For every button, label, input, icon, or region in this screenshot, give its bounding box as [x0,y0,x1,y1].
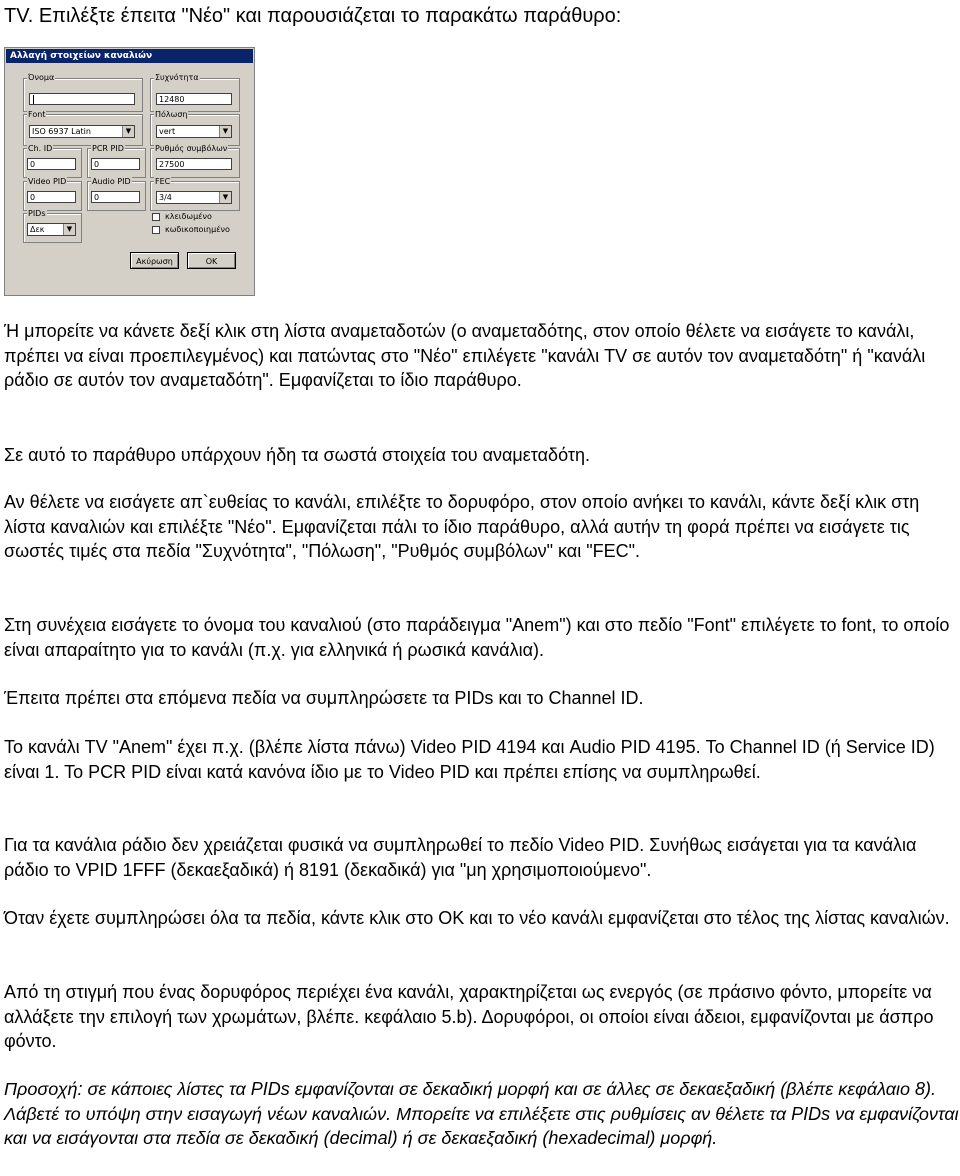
pids-label: PIDs [28,209,46,218]
pids-select-value: Δεκ [30,225,45,234]
polarity-select-value: vert [159,127,176,136]
pcr-input[interactable]: 0 [91,158,140,170]
page-heading: TV. Επιλέξτε έπειτα "Νέο" και παρουσιάζεται το παρακάτω παράθυρο: [4,5,622,27]
chid-label: Ch. ID [28,144,53,153]
chevron-down-icon[interactable]: ▼ [219,192,231,203]
frequency-input[interactable]: 12480 [156,93,232,105]
fec-label: FEC [155,177,171,186]
audio-pid-label: Audio PID [92,177,131,186]
dialog-title: Αλλαγή στοιχείων καναλιών [6,49,253,63]
pcr-label: PCR PID [92,144,124,153]
symrate-label: Ρυθμός συμβόλων [155,144,228,153]
encrypted-checkbox-label: κωδικοποιημένο [165,225,230,234]
text-cursor [33,95,34,104]
paragraph-radio-channels: Για τα κανάλια ράδιο δεν χρειάζεται φυσικά να συμπληρωθεί το πεδίο Video PID. Συνήθως εισάγεται για τα κανάλια ράδιο το VPID 1FFF (δεκαεξαδικά) ή 8191 (δεκαδικά) για "μη χρησιμοποιούμενο". [4,835,917,880]
fec-select-value: 3/4 [159,193,172,202]
font-label: Font [28,110,46,119]
chevron-down-icon[interactable]: ▼ [122,126,134,137]
video-pid-label: Video PID [28,177,67,186]
audio-pid-input[interactable]: 0 [91,191,140,203]
frequency-label: Συχνότητα [155,73,199,82]
font-select[interactable] [29,125,135,138]
pids-select[interactable] [27,223,76,236]
video-pid-input[interactable]: 0 [27,191,76,203]
polarity-label: Πόλωση [155,110,188,119]
cancel-button[interactable]: Ακύρωση [130,252,179,269]
chevron-down-icon[interactable]: ▼ [219,126,231,137]
paragraph-attention-note: Προσοχή: σε κάποιες λίστες τα PIDs εμφανίζονται σε δεκαδική μορφή και σε άλλες σε δεκαεξαδική (βλέπε κεφάλαιο 8). Λάβετέ το υπόψη στην εισαγωγή νέων καναλιών. Μπορείτε να επιλέξετε στις ρυθμίσεις αν θέλετε τα PIDs να εμφανίζονται και να εισάγονται στα πεδία σε δεκαδική (decimal) ή σε δεκαεξαδική (hexadecimal) μορφή. [4,1079,959,1148]
polarity-select[interactable] [156,125,232,138]
font-select-value: ISO 6937 Latin [32,127,91,136]
chevron-down-icon[interactable]: ▼ [63,224,75,235]
paragraph-transponder-data: Σε αυτό το παράθυρο υπάρχουν ήδη τα σωστά στοιχεία του αναμεταδότη. [4,445,590,465]
paragraph-pids: Έπειτα πρέπει στα επόμενα πεδία να συμπληρώσετε τα PIDs και το Channel ID. [4,688,644,708]
paragraph-direct-insert: Αν θέλετε να εισάγετε απ`ευθείας το κανάλι, επιλέξτε το δορυφόρο, στον οποίο ανήκει το κανάλι, κάντε δεξί κλικ στη λίστα καναλιών και επιλέξτε "Νέο". Εμφανίζεται πάλι το ίδιο παράθυρο, αλλά αυτήν τη φορά πρέπει να εισάγετε τις σωστές τιμές στα πεδία "Συχνότητα", "Πόλωση", "Ρυθμός συμβόλων" και "FEC". [4,492,920,561]
paragraph-satellite-active: Από τη στιγμή που ένας δορυφόρος περιέχει ένα κανάλι, χαρακτηρίζεται ως ενεργός (σε πράσινο φόντο, μπορείτε να αλλάξετε την επιλογή των χρωμάτων, βλέπε. κεφάλαιο 5.b). Δορυφόροι, οι οποίοι είναι άδειοι, εμφανίζονται με άσπρο φόντο. [4,982,934,1051]
paragraph-example-pids: Το κανάλι TV "Anem" έχει π.χ. (βλέπε λίστα πάνω) Video PID 4194 και Audio PID 4195. Το Channel ID (ή Service ID) είναι 1. Το PCR PID είναι κατά κανόνα ίδιο με το Video PID και πρέπει επίσης να συμπληρωθεί. [4,737,935,782]
locked-checkbox-label: κλειδωμένο [165,212,212,221]
name-label: Όνομα [28,73,55,82]
encrypted-checkbox[interactable] [152,226,160,234]
paragraph-right-click: Ή μπορείτε να κάνετε δεξί κλικ στη λίστα αναμεταδοτών (ο αναμεταδότης, στον οποίο θέλετε να εισάγετε το κανάλι, πρέπει να είναι προεπιλεγμένος) και πατώντας στο "Νέο" επιλέγετε "κανάλι TV σε αυτόν τον αναμεταδότη" ή "κανάλι ράδιο σε αυτόν τον αναμεταδότη". Εμφανίζεται το ίδιο παράθυρο. [4,321,926,390]
channel-edit-dialog [4,47,255,296]
locked-checkbox[interactable] [152,213,160,221]
name-input[interactable] [29,93,135,105]
symrate-input[interactable]: 27500 [156,158,232,170]
paragraph-channel-name: Στη συνέχεια εισάγετε το όνομα του καναλιού (στο παράδειγμα "Anem") και στο πεδίο "Font" επιλέγετε το font, το οποίο είναι απαραίτητο για το κανάλι (π.χ. για ελληνικά ή ρωσικά κανάλια). [4,615,950,660]
chid-input[interactable]: 0 [27,158,76,170]
paragraph-ok-finish: Όταν έχετε συμπληρώσει όλα τα πεδία, κάντε κλικ στο OK και το νέο κανάλι εμφανίζεται στο τέλος της λίστας καναλιών. [4,908,950,928]
fec-select[interactable] [156,191,232,204]
ok-button[interactable]: OK [187,252,236,269]
